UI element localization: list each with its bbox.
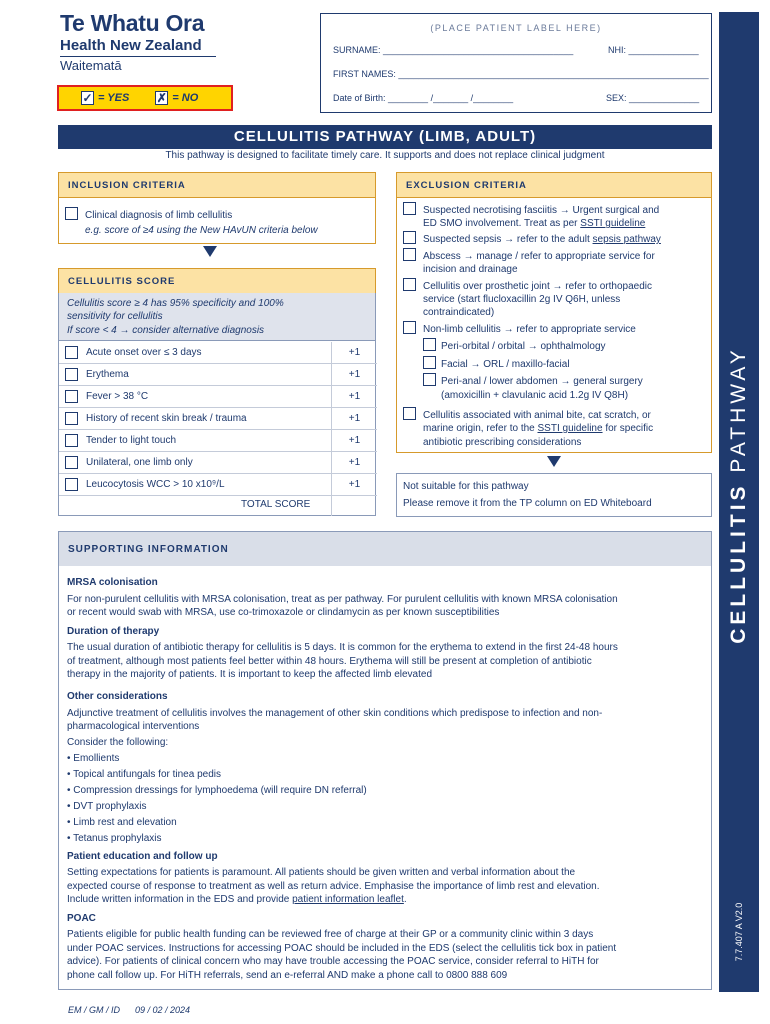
exclusion-abscess-2: incision and drainage [423,264,518,275]
other-line-1: Adjunctive treatment of cellulitis involves the management of other skin conditions which predispose to infection and non- [67,708,603,719]
exclusion-facial: Facial → ORL / maxillo-facial [441,359,570,370]
exclusion-sub-checkbox[interactable] [423,356,436,369]
exclusion-checkbox[interactable] [403,248,416,261]
cross-icon: ✗ [156,91,167,105]
score-checkbox[interactable] [65,412,78,425]
check-icon: ✓ [82,91,93,105]
score-info-1: Cellulitis score ≥ 4 has 95% specificity and 100% [67,298,284,309]
score-points: +1 [331,364,377,385]
patient-label-header: (PLACE PATIENT LABEL HERE) [430,23,602,33]
version-code: 7.7.407 A V2.0 [734,902,744,962]
footer-authors-date: EM / GM / ID 09 / 02 / 2024 [68,1005,191,1015]
bullet-item: • Compression dressings for lymphoedema (will require DN referral) [67,785,367,796]
poac-heading: POAC [67,913,96,924]
logo-subtitle: Health New Zealand [60,37,202,54]
score-points: +1 [331,452,377,473]
bullet-text: Emollients [73,753,120,764]
ssti-guideline-link[interactable]: SSTI guideline [580,218,646,229]
exclusion-checkbox[interactable] [403,278,416,291]
bullet-text: Compression dressings for lymphoedema (will require DN referral) [73,785,367,796]
page-subtitle: This pathway is designed to facilitate timely care. It supports and does not replace clinical judgment [165,150,605,161]
score-checkbox[interactable] [65,434,78,447]
exclusion-non-limb: Non-limb cellulitis → refer to appropriate service [423,324,636,335]
side-title-light: PATHWAY [727,346,750,473]
score-label: Tender to light touch [86,435,177,446]
down-arrow-icon [547,456,561,467]
score-row [59,430,377,452]
side-title-bold: CELLULITIS [727,482,750,644]
score-checkbox[interactable] [65,478,78,491]
poac-line-2: under POAC services. Instructions for accessing POAC should be included in the EDS (select the cellulitis tick box in patient [67,943,617,954]
other-line-2: pharmacological interventions [67,721,200,732]
other-line-3: Consider the following: [67,737,169,748]
education-heading: Patient education and follow up [67,851,218,862]
education-line-3-post: . [403,894,407,905]
duration-line-3: therapy in the majority of patients. It is important to keep the affected limb elevated [67,669,433,680]
score-label: Leucocytosis WCC > 10 x10⁹/L [86,479,225,490]
score-row [59,408,377,430]
exclusion-checkbox[interactable] [403,321,416,334]
score-checkbox[interactable] [65,346,78,359]
total-score-row [59,496,377,516]
exclusion-prosthetic-2: service (start flucloxacillin 2g IV Q6H, unless [423,294,621,305]
score-row [59,364,377,386]
inclusion-header: INCLUSION CRITERIA [58,172,376,198]
logo-region: Waitematā [60,58,122,73]
nhi-field[interactable]: NHI: ______________ [608,45,699,55]
score-label: History of recent skin break / trauma [86,413,247,424]
legend-yes-label: = YES [98,92,130,104]
score-label: Acute onset over ≤ 3 days [86,347,202,358]
exclusion-prosthetic-1: Cellulitis over prosthetic joint → refer to orthopaedic [423,281,652,292]
total-score-value[interactable] [331,496,377,516]
exclusion-nec-fasc-text: ED SMO involvement. Treat as per [423,218,581,229]
bullet-text: Topical antifungals for tinea pedis [73,769,221,780]
score-row [59,474,377,496]
exclusion-sepsis-text: Suspected sepsis → refer to the adult [423,234,593,245]
score-label: Unilateral, one limb only [86,457,193,468]
exclusion-prosthetic-3: contraindicated) [423,307,495,318]
yes-no-legend [57,85,233,111]
exclusion-perianal: Peri-anal / lower abdomen → general surgery [441,376,643,387]
inclusion-checkbox[interactable] [65,207,78,220]
bullet-text: DVT prophylaxis [73,801,147,812]
education-line-1: Setting expectations for patients is paramount. All patients should be given written and verbal information about the [67,867,576,878]
side-band-title [727,346,751,644]
inclusion-item: Clinical diagnosis of limb cellulitis [85,210,233,221]
logo-title: Te Whatu Ora [60,10,205,36]
sex-field[interactable]: SEX: ______________ [606,93,700,103]
score-checkbox[interactable] [65,456,78,469]
score-label: Erythema [86,369,129,380]
mrsa-line-2: or recent would swab with MRSA, use co-trimoxazole or clindamycin as per known susceptibilities [67,607,500,618]
score-points: +1 [331,386,377,407]
supporting-header: SUPPORTING INFORMATION [59,532,711,566]
legend-no-label: = NO [172,92,199,104]
exclusion-nec-fasc-2 [423,217,645,231]
score-points: +1 [331,474,377,495]
bullet-item: • DVT prophylaxis [67,801,147,812]
score-label: Fever > 38 °C [86,391,149,402]
poac-line-1: Patients eligible for public health funding can be reviewed free of charge at their GP or a community clinic within 3 days [67,929,594,940]
bullet-item: • Topical antifungals for tinea pedis [67,769,221,780]
exclusion-sepsis [423,233,661,247]
duration-line-1: The usual duration of antibiotic therapy for cellulitis is 5 days. It is common for the erythema to extend in the first 24-48 hours [67,642,618,653]
education-line-2: expected course of response to treatment as well as return advice. Emphasise the importance of limb rest and elevation. [67,881,600,892]
score-info-3: If score < 4 → consider alternative diagnosis [67,325,265,336]
patient-leaflet-link[interactable]: patient information leaflet [292,894,404,905]
down-arrow-icon [203,246,217,257]
inclusion-note: e.g. score of ≥4 using the New HAvUN criteria below [85,225,318,236]
page-title: CELLULITIS PATHWAY (LIMB, ADULT) [58,125,712,149]
bullet-item: • Tetanus prophylaxis [67,833,162,844]
score-header: CELLULITIS SCORE [58,268,376,294]
duration-line-2: of treatment, although most patients feel better within 48 hours. Erythema will still be present at completion of antibiotic [67,656,592,667]
score-points: +1 [331,342,377,363]
education-line-3 [67,893,407,907]
ssti-guideline-link-2[interactable]: SSTI guideline [537,423,603,434]
dob-field[interactable]: Date of Birth: ________ /_______ /________ [333,93,514,103]
mrsa-line-1: For non-purulent cellulitis with MRSA colonisation, treat as per pathway. For purulent cellulitis with known MRSA colonisation [67,594,618,605]
exclusion-bite-3: antibiotic prescribing considerations [423,437,582,448]
education-line-3-text: Include written information in the EDS and provide [67,894,293,905]
score-checkbox[interactable] [65,368,78,381]
score-points: +1 [331,430,377,451]
bullet-text: Tetanus prophylaxis [73,833,162,844]
exclusion-checkbox[interactable] [403,231,416,244]
score-info-2: sensitivity for cellulitis [67,311,163,322]
mrsa-heading: MRSA colonisation [67,577,158,588]
surname-field[interactable]: SURNAME: ______________________________________ [333,45,574,55]
exclusion-nec-fasc-1: Suspected necrotising fasciitis → Urgent surgical and [423,205,660,216]
score-checkbox[interactable] [65,390,78,403]
exclusion-checkbox[interactable] [403,202,416,215]
sepsis-pathway-link[interactable]: sepsis pathway [592,234,661,245]
poac-line-3: advice). For patients of clinical concern who may have trouble accessing the POAC service, consider referral to HiTH for [67,956,599,967]
exclusion-bite-1: Cellulitis associated with animal bite, cat scratch, or [423,410,651,421]
patient-label-box [320,13,712,113]
score-row [59,386,377,408]
score-points: +1 [331,408,377,429]
exclusion-abscess-1: Abscess → manage / refer to appropriate service for [423,251,655,262]
other-heading: Other considerations [67,691,168,702]
not-suitable-text: Not suitable for this pathway [403,481,529,492]
exclusion-bite-text-post: for specific [602,423,654,434]
remove-instruction: Please remove it from the TP column on ED Whiteboard [403,498,652,509]
bullet-text: Limb rest and elevation [73,817,177,828]
first-names-field[interactable]: FIRST NAMES: ______________________________________________________________ [333,69,709,79]
poac-line-4: phone call follow up. For HiTH referrals, send an e-referral AND make a phone call to 0800 888 609 [67,970,508,981]
exclusion-header: EXCLUSION CRITERIA [396,172,712,198]
bullet-item: • Emollients [67,753,120,764]
score-row [59,342,377,364]
bullet-item: • Limb rest and elevation [67,817,177,828]
duration-heading: Duration of therapy [67,626,160,637]
exclusion-checkbox[interactable] [403,407,416,420]
exclusion-bite-2 [423,422,653,436]
exclusion-perianal-abx: (amoxicillin + clavulanic acid 1.2g IV Q8H) [441,390,629,401]
exclusion-orbital: Peri-orbital / orbital → ophthalmology [441,341,606,352]
exclusion-sub-checkbox[interactable] [423,373,436,386]
score-row [59,452,377,474]
exclusion-sub-checkbox[interactable] [423,338,436,351]
logo-divider [60,56,216,57]
total-score-label: TOTAL SCORE [241,499,311,510]
exclusion-bite-text: marine origin, refer to the [423,423,538,434]
